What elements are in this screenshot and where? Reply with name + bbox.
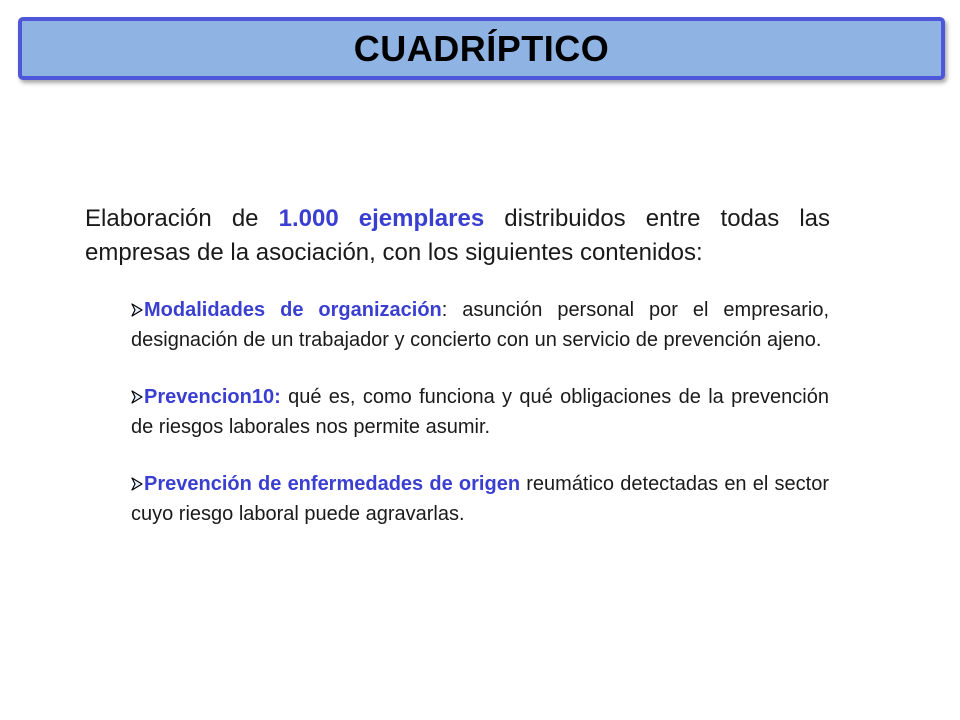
page-title: CUADRÍPTICO bbox=[353, 27, 610, 69]
list-item-text: reumático detectadas en el sector cuyo riesgo laboral puede agravarlas. bbox=[131, 473, 829, 525]
list-item-highlight: Modalidades de organización bbox=[144, 299, 442, 321]
intro-paragraph bbox=[85, 202, 830, 270]
intro-prefix: Elaboración de bbox=[85, 205, 279, 232]
intro-highlight: 1.000 ejemplares bbox=[278, 205, 485, 232]
list-item-highlight: Prevencion10: bbox=[144, 386, 281, 408]
arrow-bullet-icon bbox=[131, 390, 143, 404]
list-item-text: : asunción personal por el empresario, designación de un trabajador y concierto con un servicio de prevención ajeno. bbox=[131, 299, 830, 351]
content-list bbox=[131, 295, 829, 556]
list-item-modalidades bbox=[131, 295, 829, 355]
arrow-bullet-icon bbox=[131, 477, 143, 491]
title-banner bbox=[18, 17, 945, 80]
list-item-highlight: Prevención de enfermedades de origen bbox=[144, 473, 521, 495]
list-item-text: qué es, como funciona y qué obligaciones de la prevención de riesgos laborales nos permite asumir. bbox=[131, 386, 829, 438]
arrow-bullet-icon bbox=[131, 303, 143, 317]
list-item-prevencion10 bbox=[131, 382, 829, 442]
intro-suffix: distribuidos entre todas las empresas de la asociación, con los siguientes contenidos: bbox=[85, 205, 831, 266]
list-item-enfermedades bbox=[131, 469, 829, 529]
